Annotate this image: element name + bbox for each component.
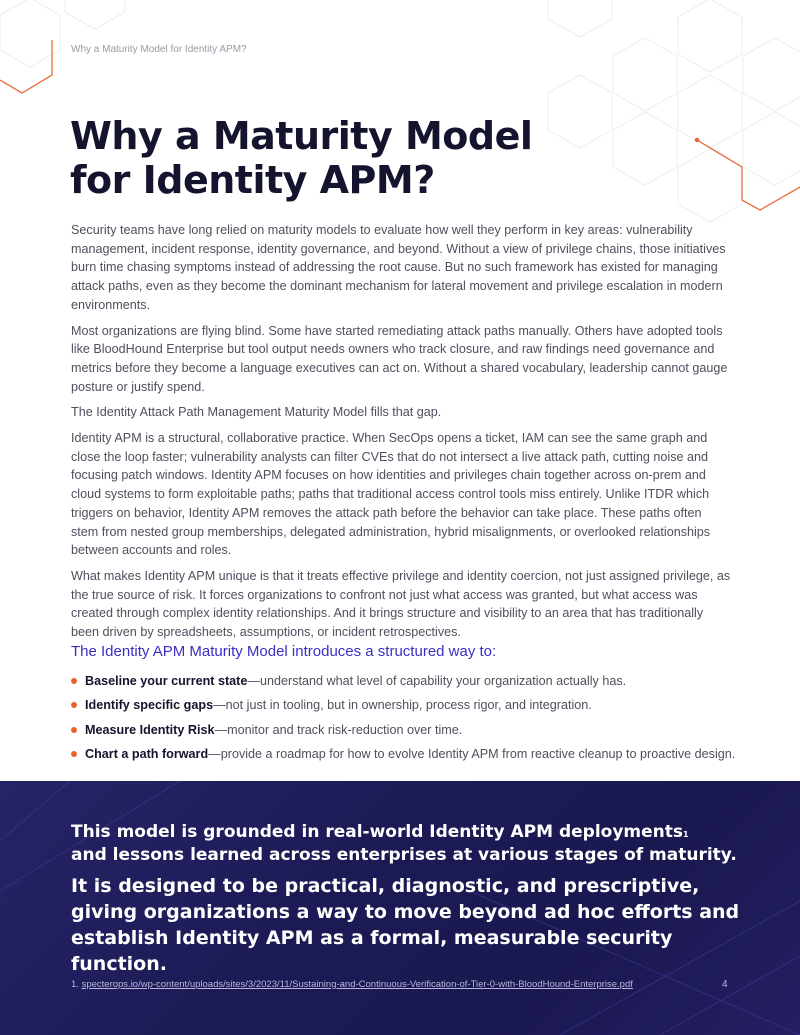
callout-line-1b: and lessons learned across enterprises at various stages of maturity. bbox=[71, 845, 737, 865]
paragraph: Security teams have long relied on maturity models to evaluate how well they perform in key areas: vulnerability management, incident response, identity governance, and beyond. Without a view of privilege chains, those initiatives burn time chasing symptoms instead of addressing the root cause. But no such framework has existed for managing attack paths, even as they become the dominant mechanism for lateral movement and privilege escalation in modern environments. bbox=[71, 223, 726, 312]
running-header: Why a Maturity Model for Identity APM? bbox=[71, 44, 247, 55]
title-line-1: Why a Maturity Model bbox=[70, 114, 533, 158]
bullet-bold-text: Baseline your current state bbox=[85, 674, 248, 688]
callout-line-1: This model is grounded in real-world Identity APM deployments bbox=[71, 822, 683, 842]
paragraph: Most organizations are flying blind. Some have started remediating attack paths manually. Others have adopted tools like BloodHound Enterprise but tool output needs owners who track closure, and raw findings need governance and metrics before they become a language executives can act on. Without a shared vocabulary, leadership cannot gauge posture or justify spend. bbox=[71, 323, 728, 394]
footnote-reference[interactable]: 1 bbox=[683, 830, 689, 839]
title-line-2: for Identity APM? bbox=[70, 158, 435, 202]
list-item bbox=[71, 669, 771, 693]
bullet-dot-icon bbox=[71, 702, 77, 708]
page-number: 4 bbox=[722, 979, 728, 990]
footnote-link[interactable]: specterops.io/wp-content/uploads/sites/3/2023/11/Sustaining-and-Continuous-Verification-of-Tier-0-with-BloodHound-Enterprise.pdf bbox=[81, 979, 633, 990]
bullet-text: —understand what level of capability your organization actually has. bbox=[247, 674, 627, 688]
footnote-number: 1. bbox=[71, 979, 79, 990]
paragraph: The Identity Attack Path Management Maturity Model fills that gap. bbox=[71, 405, 442, 420]
list-item bbox=[71, 718, 771, 742]
list-item bbox=[71, 742, 771, 766]
bullet-dot-icon bbox=[71, 751, 77, 757]
section-subheading: The Identity APM Maturity Model introduces a structured way to: bbox=[71, 643, 497, 660]
callout-lead bbox=[71, 821, 751, 867]
bullet-list bbox=[71, 669, 771, 766]
bullet-dot-icon bbox=[71, 727, 77, 733]
bullet-text: —provide a roadmap for how to evolve Identity APM from reactive cleanup to proactive design. bbox=[208, 746, 736, 761]
bullet-text: —monitor and track risk-reduction over time. bbox=[214, 722, 463, 737]
page-title bbox=[70, 114, 590, 202]
bullet-bold-text: Measure Identity Risk bbox=[85, 722, 215, 737]
callout-statement: It is designed to be practical, diagnostic, and prescriptive, giving organizations a way to move beyond ad hoc efforts and establish Identity APM as a formal, measurable security function. bbox=[71, 875, 740, 975]
bullet-bold-text: Chart a path forward bbox=[85, 746, 209, 761]
bullet-bold-text: Identify specific gaps bbox=[85, 698, 214, 713]
body-text bbox=[71, 221, 731, 649]
list-item bbox=[71, 693, 771, 717]
callout-band bbox=[0, 781, 800, 1035]
paragraph: Identity APM is a structural, collaborative practice. When SecOps opens a ticket, IAM can see the same graph and close the loop faster; vulnerability analysts can filter CVEs that do not intersect a live attack path, cutting noise and focusing patch windows. Identity APM focuses on how identities and privileges chain together across on-prem and cloud systems to form exploitable paths; paths that traditional access control tools miss entirely. Unlike ITDR which triggers on behavior, Identity APM removes the attack path before the behavior can take place. These paths often stem from nested group memberships, delegated administration, hybrid misalignments, or overlooked relationships between accounts and roles. bbox=[71, 431, 711, 558]
bullet-text: —not just in tooling, but in ownership, process rigor, and integration. bbox=[213, 698, 592, 713]
bullet-dot-icon bbox=[71, 678, 77, 684]
footnote bbox=[71, 979, 633, 990]
paragraph: What makes Identity APM unique is that it treats effective privilege and identity coercion, not just assigned privilege, as the true source of risk. It forces organizations to confront not just what access was granted, but what access was created through complex identity relationships. And it brings structure and visibility to an area that has traditionally been driven by spreadsheets, assumptions, or incident retrospectives. bbox=[71, 568, 731, 640]
